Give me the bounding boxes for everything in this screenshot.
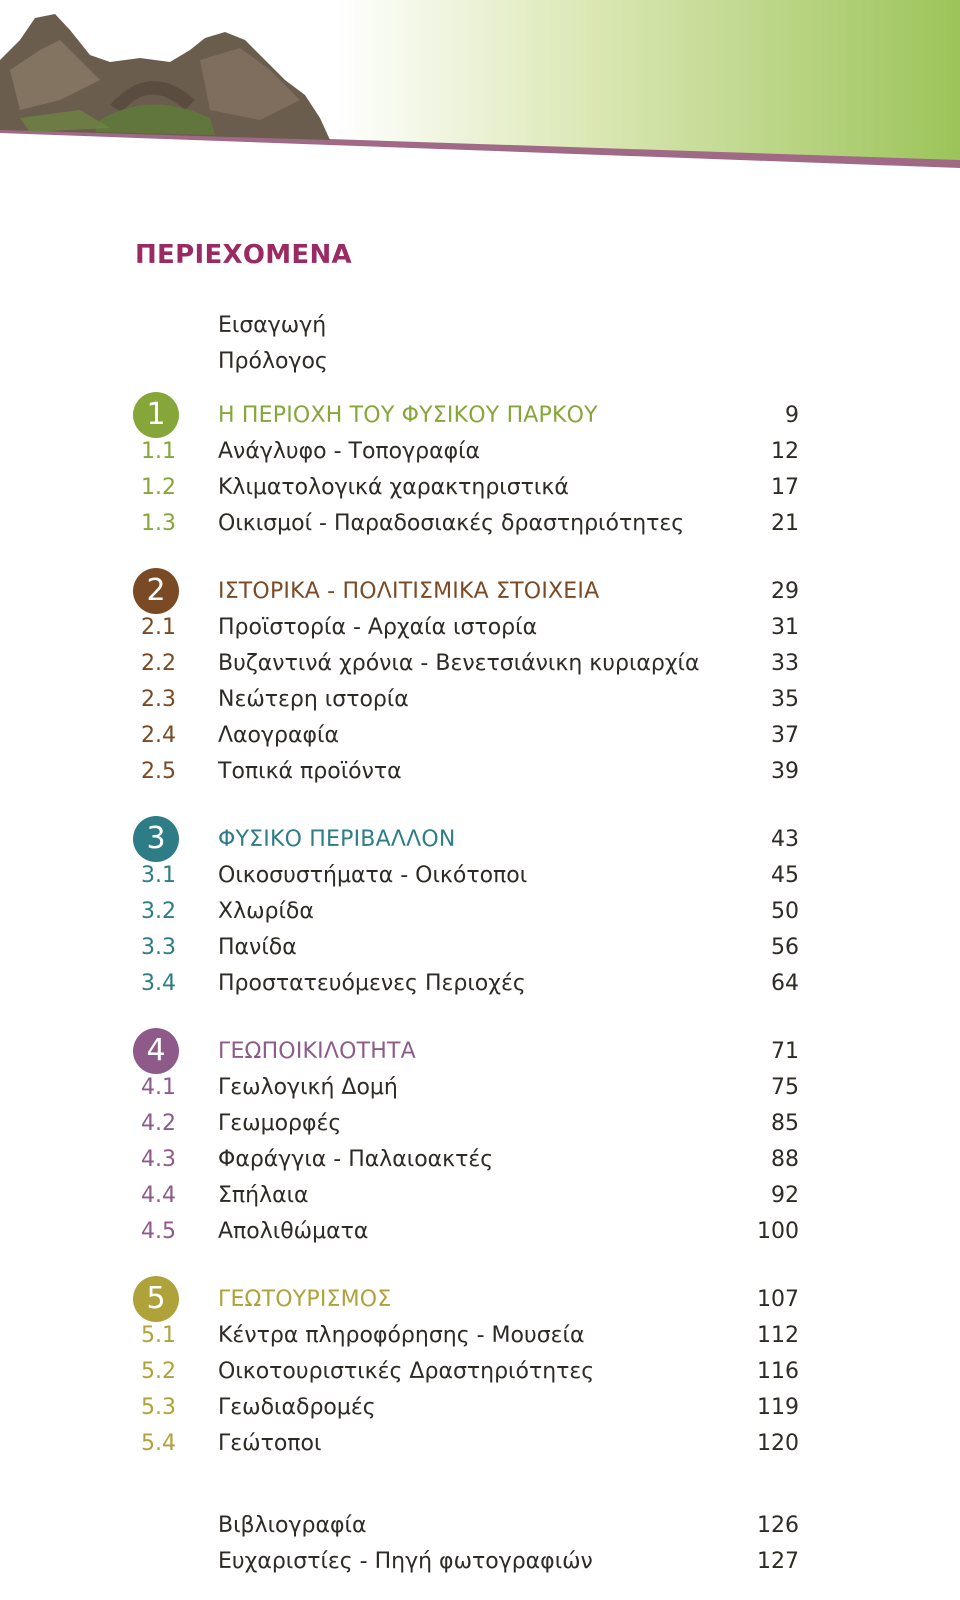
chapter-number-badge: 1 xyxy=(133,392,179,438)
section-number: 1.3 xyxy=(141,511,176,536)
page-number: 50 xyxy=(771,899,799,924)
toc-entry[interactable] xyxy=(0,1214,960,1250)
section-number: 1.2 xyxy=(141,475,176,500)
toc-entry[interactable] xyxy=(0,1318,960,1354)
page-number: 126 xyxy=(757,1513,799,1538)
section-title: Χλωρίδα xyxy=(218,899,314,924)
section-number: 4.4 xyxy=(141,1183,176,1208)
toc-entry[interactable] xyxy=(0,610,960,646)
page-number: 17 xyxy=(771,475,799,500)
chapter-3 xyxy=(0,822,960,1002)
section-number: 3.1 xyxy=(141,863,176,888)
section-number: 3.2 xyxy=(141,899,176,924)
chapter-heading[interactable] xyxy=(0,398,960,434)
toc-entry[interactable] xyxy=(0,646,960,682)
page-number: 127 xyxy=(757,1549,799,1574)
page-number: 37 xyxy=(771,723,799,748)
back-matter xyxy=(0,1508,960,1580)
ruins-banner-image xyxy=(0,0,960,170)
section-title: Γεωλογική Δομή xyxy=(218,1075,398,1100)
section-number: 4.1 xyxy=(141,1075,176,1100)
page-number: 85 xyxy=(771,1111,799,1136)
page-number: 119 xyxy=(757,1395,799,1420)
toc-entry[interactable] xyxy=(0,894,960,930)
header-banner xyxy=(0,0,960,170)
section-title: Βιβλιογραφία xyxy=(218,1513,367,1538)
page-number: 75 xyxy=(771,1075,799,1100)
section-title: Νεώτερη ιστορία xyxy=(218,687,409,712)
section-title: Σπήλαια xyxy=(218,1183,309,1208)
page-number: 56 xyxy=(771,935,799,960)
intro-list xyxy=(218,308,328,380)
section-title: Κέντρα πληροφόρησης - Μουσεία xyxy=(218,1323,585,1348)
chapter-heading[interactable] xyxy=(0,822,960,858)
toc-entry[interactable] xyxy=(0,1142,960,1178)
chapter-1 xyxy=(0,398,960,542)
chapter-heading[interactable] xyxy=(0,1282,960,1318)
toc-entry[interactable] xyxy=(0,1178,960,1214)
chapter-2 xyxy=(0,574,960,790)
toc-entry-bibliography[interactable] xyxy=(0,1508,960,1544)
toc-entry[interactable] xyxy=(0,1426,960,1462)
section-title: Κλιματολογικά χαρακτηριστικά xyxy=(218,475,569,500)
chapter-number-badge: 2 xyxy=(133,568,179,614)
page-number: 12 xyxy=(771,439,799,464)
section-title: Γεωμορφές xyxy=(218,1111,342,1136)
section-title: Προστατευόμενες Περιοχές xyxy=(218,971,526,996)
page-number: 35 xyxy=(771,687,799,712)
chapter-title: ΙΣΤΟΡΙΚΑ - ΠΟΛΙΤΙΣΜΙΚΑ ΣΤΟΙΧΕΙΑ xyxy=(218,579,600,604)
section-title: Προϊστορία - Αρχαία ιστορία xyxy=(218,615,538,640)
section-title: Τοπικά προϊόντα xyxy=(218,759,402,784)
chapter-heading[interactable] xyxy=(0,574,960,610)
intro-item-prologue[interactable]: Πρόλογος xyxy=(218,349,328,374)
page-number: 31 xyxy=(771,615,799,640)
section-number: 3.4 xyxy=(141,971,176,996)
chapter-number-badge: 3 xyxy=(133,816,179,862)
section-number: 1.1 xyxy=(141,439,176,464)
toc-entry[interactable] xyxy=(0,966,960,1002)
section-title: Λαογραφία xyxy=(218,723,339,748)
toc-entry[interactable] xyxy=(0,718,960,754)
toc-entry[interactable] xyxy=(0,1106,960,1142)
page-number: 107 xyxy=(757,1287,799,1312)
chapter-title: ΦΥΣΙΚΟ ΠΕΡΙΒΑΛΛΟΝ xyxy=(218,827,456,852)
toc-entry[interactable] xyxy=(0,682,960,718)
intro-item-introduction[interactable]: Εισαγωγή xyxy=(218,313,327,338)
section-number: 5.3 xyxy=(141,1395,176,1420)
section-title: Απολιθώματα xyxy=(218,1219,369,1244)
toc-entry[interactable] xyxy=(0,1354,960,1390)
section-number: 2.4 xyxy=(141,723,176,748)
page-number: 21 xyxy=(771,511,799,536)
toc-entry[interactable] xyxy=(0,434,960,470)
section-number: 2.2 xyxy=(141,651,176,676)
section-number: 4.3 xyxy=(141,1147,176,1172)
section-number: 4.5 xyxy=(141,1219,176,1244)
table-of-contents xyxy=(0,398,960,1494)
section-number: 2.3 xyxy=(141,687,176,712)
section-number: 5.2 xyxy=(141,1359,176,1384)
toc-entry[interactable] xyxy=(0,506,960,542)
page-number: 112 xyxy=(757,1323,799,1348)
chapter-title: Η ΠΕΡΙΟΧΗ ΤΟΥ ΦΥΣΙΚΟΥ ΠΑΡΚΟΥ xyxy=(218,403,598,428)
toc-entry[interactable] xyxy=(0,470,960,506)
page-number: 43 xyxy=(771,827,799,852)
section-title: Ευχαριστίες - Πηγή φωτογραφιών xyxy=(218,1549,593,1574)
section-title: Οικοτουριστικές Δραστηριότητες xyxy=(218,1359,595,1384)
section-number: 2.1 xyxy=(141,615,176,640)
page-number: 88 xyxy=(771,1147,799,1172)
page-title: ΠΕΡΙΕΧΟΜΕΝΑ xyxy=(135,240,352,270)
section-number: 5.4 xyxy=(141,1431,176,1456)
section-number: 2.5 xyxy=(141,759,176,784)
page-number: 29 xyxy=(771,579,799,604)
page-number: 100 xyxy=(757,1219,799,1244)
page-number: 71 xyxy=(771,1039,799,1064)
page-number: 92 xyxy=(771,1183,799,1208)
section-title: Γεώτοποι xyxy=(218,1431,322,1456)
toc-entry[interactable] xyxy=(0,858,960,894)
section-number: 3.3 xyxy=(141,935,176,960)
chapter-number-badge: 4 xyxy=(133,1028,179,1074)
page-number: 45 xyxy=(771,863,799,888)
toc-entry[interactable] xyxy=(0,1070,960,1106)
section-title: Ανάγλυφο - Τοπογραφία xyxy=(218,439,481,464)
toc-entry[interactable] xyxy=(0,754,960,790)
page-number: 39 xyxy=(771,759,799,784)
page-number: 116 xyxy=(757,1359,799,1384)
section-title: Γεωδιαδρομές xyxy=(218,1395,376,1420)
section-number: 4.2 xyxy=(141,1111,176,1136)
section-title: Πανίδα xyxy=(218,935,297,960)
page-number: 33 xyxy=(771,651,799,676)
chapter-heading[interactable] xyxy=(0,1034,960,1070)
toc-entry-acknowledgements[interactable] xyxy=(0,1544,960,1580)
section-title: Οικισμοί - Παραδοσιακές δραστηριότητες xyxy=(218,511,685,536)
chapter-5 xyxy=(0,1282,960,1462)
chapter-title: ΓΕΩΤΟΥΡΙΣΜΟΣ xyxy=(218,1287,392,1312)
section-title: Βυζαντινά χρόνια - Βενετσιάνικη κυριαρχία xyxy=(218,651,700,676)
page-number: 9 xyxy=(785,403,799,428)
chapter-number-badge: 5 xyxy=(133,1276,179,1322)
page-number: 120 xyxy=(757,1431,799,1456)
chapter-title: ΓΕΩΠΟΙΚΙΛΟΤΗΤΑ xyxy=(218,1039,416,1064)
toc-entry[interactable] xyxy=(0,1390,960,1426)
section-title: Φαράγγια - Παλαιοακτές xyxy=(218,1147,494,1172)
section-number: 5.1 xyxy=(141,1323,176,1348)
chapter-4 xyxy=(0,1034,960,1250)
toc-entry[interactable] xyxy=(0,930,960,966)
page-number: 64 xyxy=(771,971,799,996)
section-title: Οικοσυστήματα - Οικότοποι xyxy=(218,863,528,888)
